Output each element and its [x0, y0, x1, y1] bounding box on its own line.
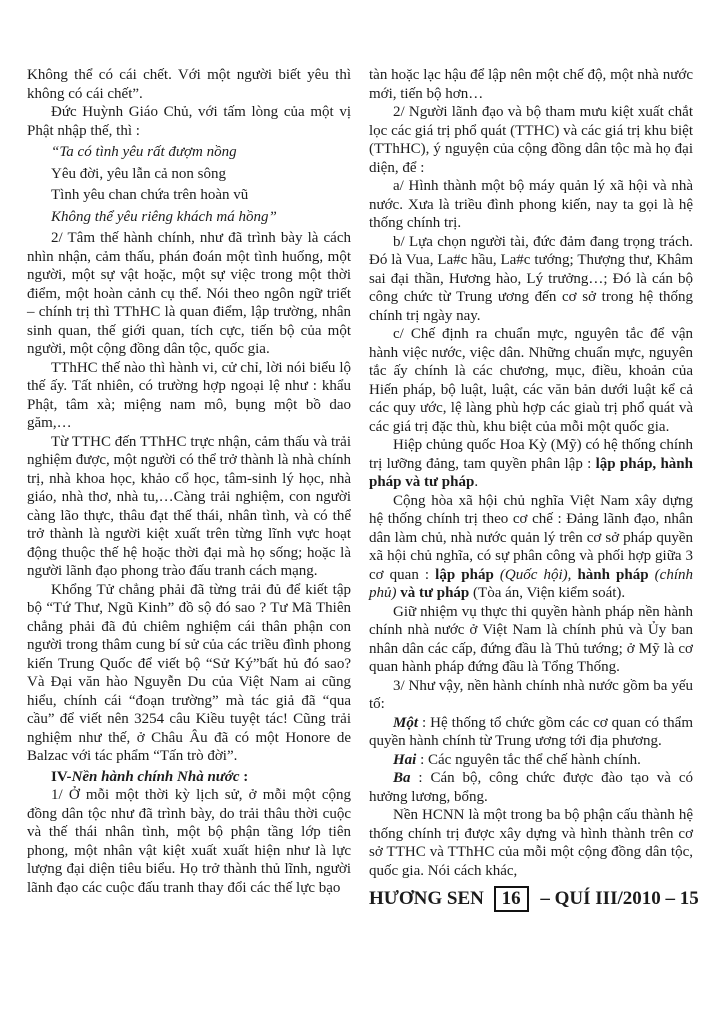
- issue-info: – QUÍ III/2010 – 15: [540, 888, 699, 909]
- paragraph: Một : Hệ thống tổ chức gồm các cơ quan có thẩm quyền hành chính từ Trung ương tới địa phương.: [369, 714, 693, 749]
- page-number-box: 16: [494, 886, 529, 912]
- paragraph: Cộng hòa xã hội chủ nghĩa Việt Nam xây dựng hệ thống chính trị theo cơ chế : Đảng lãnh đạo, nhân dân làm chủ, nhà nước quản lý trên cơ sở pháp quyền xã hội chủ nghĩa, có sự phân công và phối hợp giữa 3 cơ quan : lập pháp (Quốc hội), hành pháp (chính phủ) và tư pháp (Tòa án, Viện kiểm soát).: [369, 492, 693, 601]
- paragraph: Giữ nhiệm vụ thực thi quyền hành pháp nền hành chính nhà nước ở Việt Nam là chính phủ và Ủy ban nhân dân các cấp, đứng đầu là Thủ tướng; ở Mỹ là cơ quan hành pháp đứng đầu là Tổng Thống.: [369, 603, 693, 675]
- poem-line: “Ta có tình yêu rất đượm nồng: [51, 144, 237, 160]
- paragraph: 2/ Tâm thế hành chính, như đã trình bày là cách nhìn nhận, cảm thấu, phán đoán một tình huống, một người, một sự vật hoặc, một sự việc trong một thời điểm, một hoàn cảnh cụ thể. Nói theo ngôn ngữ triết – chính trị thì TThHC là quan điểm, lập trường, nhân sinh quan, thế giới quan, tích cực, tiến bộ của một người, một cộng đồng dân tộc, quốc gia.: [27, 230, 351, 357]
- right-column: [369, 66, 699, 1020]
- paragraph: a/ Hình thành một bộ máy quản lý xã hội và nhà nước. Xưa là triều đình phong kiến, nay ta gọi là hệ thống chính trị.: [369, 178, 693, 231]
- paragraph: Đức Huỳnh Giáo Chủ, với tấm lòng của một vị Phật nhập thế, thì :: [27, 104, 351, 139]
- section-heading: IV-Nền hành chính Nhà nước :: [51, 768, 249, 785]
- right-column-text: [369, 66, 693, 880]
- paragraph: Hai : Các nguyên tắc thể chế hành chính.: [393, 751, 641, 768]
- paragraph: Từ TTHC đến TThHC trực nhận, cảm thấu và trải nghiệm được, một người có thể trở thành là nhà chính trị, nhà khoa học, khảo cổ học, tâm-sinh lý học, nhà giáo, nhà thơ, nhà tu,…Càng trải nghiệm, con người càng lão thực, thâu đạt thế thái, nhân tình, và có thể trở thành là người kiệt xuất trên từng lĩnh vực hoạt động thuộc thế hệ hoặc thời đại mà họ sống; hoặc là người lãnh đạo phong trào đấu tranh cách mạng.: [27, 433, 351, 579]
- paragraph: Ba : Cán bộ, công chức được đào tạo và có hưởng lương, bổng.: [369, 770, 693, 805]
- paragraph: tàn hoặc lạc hậu để lập nên một chế độ, một nhà nước mới, tiến bộ hơn…: [369, 67, 693, 102]
- paragraph: c/ Chế định ra chuẩn mực, nguyên tắc để vận hành việc nước, việc dân. Những chuẩn mực, nguyên tắc ấy chính là các chương, mục, điều, khoản của Hiến pháp, bộ luật, luật, các văn bản dưới luật kể cả các quy ước, lệ làng phù hợp các giaù trị phổ quát và các giá trị đặc thù, khu biệt của mỗi một quốc gia.: [369, 326, 693, 435]
- paragraph: 2/ Người lãnh đạo và bộ tham mưu kiệt xuất chắt lọc các giá trị phổ quát (TTHC) và các giá trị khu biệt (TThHC), ý nguyện của cộng đồng dân tộc mà họ đại diện, để :: [369, 104, 693, 176]
- paragraph: Hiệp chủng quốc Hoa Kỳ (Mỹ) có hệ thống chính trị lưỡng đảng, tam quyền phân lập : lập pháp, hành pháp và tư pháp.: [369, 437, 693, 490]
- paragraph: b/ Lựa chọn người tài, đức đảm đang trọng trách. Đó là Vua, La#c hầu, La#c tướng; Thượng thư, Khâm sai đại thần, Hương hào, Lý trưởng…; Đó là cán bộ công chức từ Trung ương đến cơ sở trong hệ thống chính trị ngày nay.: [369, 233, 693, 324]
- journal-name: HƯƠNG SEN: [369, 888, 484, 909]
- poem-line: Tình yêu chan chứa trên hoàn vũ: [51, 187, 249, 203]
- paragraph: 3/ Như vậy, nền hành chính nhà nước gồm ba yếu tố:: [369, 677, 693, 712]
- poem-line: Không thể yêu riêng khách má hồng”: [51, 208, 277, 225]
- paragraph: Khổng Tử chẳng phải đã từng trải đủ để kiết tập bộ “Tứ Thư, Ngũ Kinh” đồ sộ đó sao ? Tư Mã Thiên chẳng phải đã đủ chiêm nghiệm cái thân phận con người trong thâm cung bí sử của các triều đình phong kiến Trung Quốc để viết bộ “Sử Ký”bất hủ đó sao? Và Đại văn hào Nguyễn Du của Việt Nam ai cũng hiểu, chính cái “đoạn trường” mà tác giả đã “qua cầu” để viết nên 3254 câu Kiều tuyệt tác! Cũng trải nghiệm như thế, ở Châu Âu đã có một Honore de Balzac với tác phẩm “Tấn trò đời”.: [27, 581, 351, 764]
- page-footer: [369, 886, 699, 912]
- left-column: [27, 66, 351, 1020]
- paragraph: 1/ Ở mỗi một thời kỳ lịch sử, ở mỗi một cộng đồng dân tộc như đã trình bày, do trải thâu thời cuộc và thế thái nhân tình, một bộ phận tầng lớp tiên phong, một nhân vật kiệt xuất xuất hiện như là lực lượng đại diện tiêu biểu. Họ trở thành thủ lĩnh, người lãnh đạo các cuộc đấu tranh thay đổi các thế lực bạo: [27, 787, 351, 896]
- paragraph: TThHC thế nào thì hành vi, cử chỉ, lời nói biểu lộ thế ấy. Tất nhiên, có trường hợp ngoại lệ như : khẩu Phật, tâm xà; miệng nam mô, bụng một bồ dao găm,…: [27, 359, 351, 431]
- paragraph: Nền HCNN là một trong ba bộ phận cấu thành hệ thống chính trị được xây dựng và hình thành trên cơ sở TTHC và TThHC của mỗi một cộng đồng dân tộc, quốc gia. Nói cách khác,: [369, 807, 693, 879]
- paragraph: Không thể có cái chết. Với một người biết yêu thì không có cái chết”.: [27, 67, 351, 102]
- poem-line: Yêu đời, yêu lẫn cả non sông: [51, 165, 226, 182]
